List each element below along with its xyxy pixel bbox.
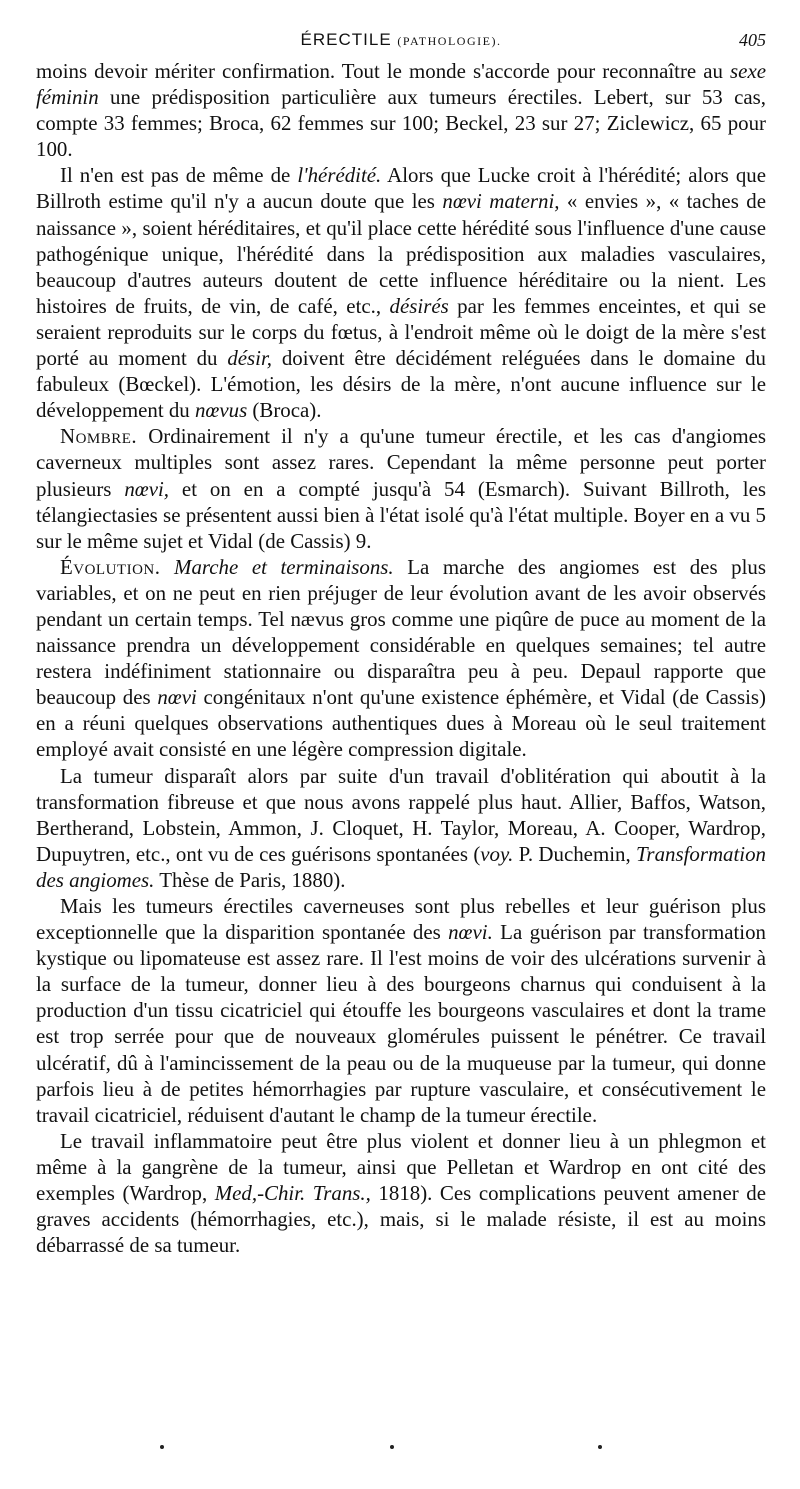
running-header bbox=[36, 30, 766, 60]
running-title-subtitle: (PATHOLOGIE). bbox=[397, 34, 502, 48]
paragraph-fibrous-transformation: La tumeur disparaît alors par suite d'un travail d'oblitération qui aboutit à la transformation fibreuse et que nous avons rappelé plus haut. Allier, Baffos, Watson, Bertherand, Lobstein, Ammon, J. Cloquet, H. Taylor, Moreau, A. Cooper, Wardrop, Dupuytren, etc., ont vu de ces guérisons spontanées (voy. P. Duchemin, Transformation des angiomes. Thèse de Paris, 1880). bbox=[36, 763, 766, 892]
speck bbox=[160, 1445, 164, 1449]
paragraph-sex-predisposition: moins devoir mériter confirmation. Tout le monde s'accorde pour reconnaître au sexe féminin une prédisposition particulière aux tumeurs érectiles. Lebert, sur 53 cas, compte 33 femmes; Broca, 62 femmes sur 100; Beckel, 23 sur 27; Ziclewicz, 65 pour 100. bbox=[36, 59, 766, 162]
paragraph-inflammation: Le travail inflammatoire peut être plus violent et donner lieu à un phlegmon et même à la gangrène de la tumeur, ainsi que Pelletan et Wardrop en ont cité des exemples (Wardrop, Med,-Chir. Trans., 1818). Ces complications peuvent amener de graves accidents (hémorrhagies, etc.), mais, si le malade résiste, il est au moins débarrassé de sa tumeur. bbox=[36, 1128, 766, 1258]
paragraph-heredity: Il n'en est pas de même de l'hérédité. Alors que Lucke croit à l'hérédité; alors que Billroth estime qu'il n'y a aucun doute que les nœvi materni, « envies », « taches de naissance », soient héréditaires, et qu'il place cette hérédité sous l'influence d'une cause pathogénique unique, l'hérédité dans la prédisposition aux maladies vasculaires, beaucoup d'autres auteurs doutent de cette influence héréditaire ou la nient. Les histoires de fruits, de vin, de café, etc., désirés par les femmes enceintes, et qui se seraient reproduits sur le corps du fœtus, à l'endroit même où le doigt de la mère s'est porté au moment du désir, doivent être décidément reléguées dans le domaine du fabuleux (Bœckel). L'émotion, les désirs de la mère, n'ont aucune influence sur le développement du nœvus (Broca). bbox=[36, 163, 766, 423]
footer-specks bbox=[0, 1445, 800, 1455]
page-number: 405 bbox=[739, 30, 766, 50]
speck bbox=[390, 1445, 394, 1449]
running-title-main: ÉRECTILE bbox=[300, 30, 392, 49]
speck bbox=[598, 1445, 602, 1449]
section-heading-nombre: Nombre. bbox=[60, 424, 138, 449]
paragraph-nombre: Nombre. Ordinairement il n'y a qu'une tumeur érectile, et les cas d'angiomes caverneux multiples sont assez rares. Cependant la même personne peut porter plusieurs nœvi, et on en a compté jusqu'à 54 (Esmarch). Suivant Billroth, les télangiectasies se présentent aussi bien à l'état isolé qu'à l'état multiple. Boyer en a vu 5 sur le même sujet et Vidal (de Cassis) 9. bbox=[36, 424, 767, 553]
running-title bbox=[36, 30, 766, 50]
section-heading-evolution: Évolution. bbox=[60, 554, 161, 579]
paragraph-cavernous-tumors: Mais les tumeurs érectiles caverneuses sont plus rebelles et leur guérison plus exceptionnelle que la disparition spontanée des nœvi. La guérison par transformation kystique ou lipomateuse est assez rare. Il l'est moins de voir des ulcérations survenir à la surface de la tumeur, donner lieu à des bourgeons charnus qui conduisent à la production d'un tissu cicatriciel qui étouffe les bourgeons vasculaires et dont la trame est trop serrée pour que de nouveaux glomérules puissent le pénétrer. Ce travail ulcératif, dû à l'amincissement de la peau ou de la muqueuse par la tumeur, qui donne parfois lieu à de petites hémorrhagies par rupture vasculaire, et consécutivement le travail cicatriciel, réduisent d'autant le champ de la tumeur érectile. bbox=[36, 894, 766, 1127]
body-text bbox=[36, 58, 766, 1258]
paragraph-evolution: Évolution. Marche et terminaisons. La marche des angiomes est des plus variables, et on ne peut en rien préjuger de leur évolution avant de les avoir observés pendant un certain temps. Tel nævus gros comme une piqûre de puce au moment de la naissance prendra un développement considérable en quelques semaines; tel autre restera indéfiniment stationnaire ou disparaîtra peu à peu. Depaul rapporte que beaucoup des nœvi congénitaux n'ont qu'une existence éphémère, et Vidal (de Cassis) en a réuni quelques observations authentiques dues à Moreau où le seul traitement employé avait consisté en une légère compression digitale. bbox=[36, 554, 766, 762]
